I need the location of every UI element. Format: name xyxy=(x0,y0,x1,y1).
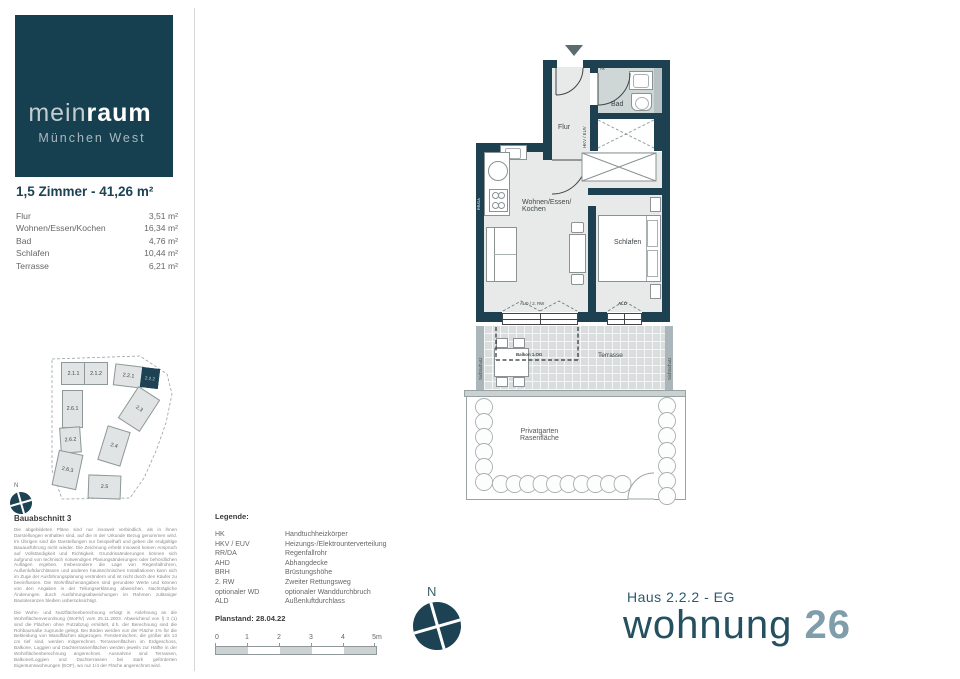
window-bedroom xyxy=(607,313,642,325)
north-compass xyxy=(405,584,475,656)
window-living xyxy=(502,313,578,325)
wall-segment xyxy=(476,143,484,322)
fineprint-paragraph: Die abgebildeten Pläne sind nur insoweit verbindlich, als in ihnen Darstellungen enthalten sind, auf die in der Urkunde Bezug genommen wird. Im Übrigen sind die Darstellungen nur beispielhaft und geben die endgültige Bauausführung nicht wieder. Die Zeichnung erhebt insoweit keinen Anspruch auf Vollständigkeit und Richtigkeit. Grundrissänderungen können sich aufgrund von technisch notwendigen Planungsänderungen oder behördlichen Auflagen ergeben. Insbesondere die Lage von Regenfallrohren, Außenluftdurchlässen und anderen haustechnischen Installationen kann sich im Zuge der Ausführungsplanung verändern und ist nicht durch den Käufer zu beeinflussen. Die Wohnflächenangaben sind gerundete Werte und können von den Angaben in der Teilungserklärung abweichen. Nachträgliche Änderungen durch Ausführungsabweichungen im Rahmen zulässiger Bautoleranzen bleiben unberücksichtigt. xyxy=(14,527,177,603)
site-building: 2.6.2 xyxy=(59,426,82,453)
schlafen-label: Schlafen xyxy=(614,239,642,246)
terrace-chair xyxy=(513,377,525,387)
garden-edge-strip xyxy=(464,390,686,397)
table-row: Terrasse 6,21 m² xyxy=(16,260,178,271)
garden-border xyxy=(654,499,686,500)
hkv-euv-label: HKV / EUV xyxy=(582,126,587,148)
site-north-compass-icon xyxy=(10,492,32,514)
site-building: 2.5 xyxy=(88,474,122,499)
balkon-overhang-label: Balkon 1.OG xyxy=(516,352,543,357)
garden-label: Privatgarten Rasenfläche xyxy=(520,428,559,442)
north-label: N xyxy=(427,584,437,599)
legend-row: HKV / EUV Heizungs-/Elektrounterverteilung xyxy=(215,540,387,548)
table-row: Wohnen/Essen/Kochen 16,34 m² xyxy=(16,223,178,234)
construction-phase-title: Bauabschnitt 3 xyxy=(14,514,72,523)
chair xyxy=(571,274,584,285)
hedge-right xyxy=(659,398,676,505)
bad-label: Bad xyxy=(611,101,624,108)
legend-row: HK Handtuchheizkörper xyxy=(215,531,348,538)
sichtschutz-label: Sichtschutz xyxy=(667,357,672,380)
legend-list xyxy=(215,530,387,607)
garden-border xyxy=(466,499,628,500)
terrace-chair xyxy=(496,338,508,348)
scale-bar-ruler xyxy=(215,646,377,655)
wall-segment xyxy=(590,119,598,151)
sofa xyxy=(486,227,517,282)
house-designation: Haus 2.2.2 - EG xyxy=(627,589,735,605)
legend-row: optionaler WD optionaler Wanddurchbruch xyxy=(215,588,371,596)
dining-table xyxy=(569,234,586,273)
scale-tick-label: 2 xyxy=(277,634,281,641)
kitchen-counter xyxy=(484,152,510,216)
site-north-label: N xyxy=(14,483,19,489)
legend-row: 2. RW Zweiter Rettungsweg xyxy=(215,578,351,586)
washbasin xyxy=(629,71,653,90)
wohnen-label: Wohnen/Essen/ Kochen xyxy=(522,199,572,213)
table-row: Schlafen 10,44 m² xyxy=(16,248,178,259)
scale-tick-label: 0 xyxy=(215,634,219,641)
hedge-bottom xyxy=(493,476,632,493)
hk-label: HK xyxy=(600,67,605,71)
terrace-chair xyxy=(496,377,508,387)
wall-segment xyxy=(590,60,598,73)
garden-border xyxy=(685,397,686,500)
site-building: 2.2.1 xyxy=(113,363,144,388)
legend-row: BRH Brüstungshöhe xyxy=(215,569,333,577)
legend-row: ALD Außenluftdurchlass xyxy=(215,598,345,606)
brand-name: meinraum xyxy=(28,99,152,127)
north-compass-icon xyxy=(407,596,466,655)
terrasse-label: Terrasse xyxy=(598,352,623,359)
site-building: 2.6.1 xyxy=(62,390,83,428)
ald-label: ALD xyxy=(618,301,628,306)
flur-label: Flur xyxy=(558,124,571,131)
plan-status: Planstand: 28.04.22 xyxy=(215,614,286,623)
chair xyxy=(571,222,584,233)
scale-tick-label: 3 xyxy=(309,634,313,641)
table-row: Bad 4,76 m² xyxy=(16,235,178,246)
unit-title: wohnung 26 xyxy=(623,603,851,647)
site-building: 2.4 xyxy=(97,425,130,466)
rr-da-wall-label: RR/DA xyxy=(477,198,481,210)
wall-segment xyxy=(642,312,670,322)
niche-floor xyxy=(598,119,654,149)
brand-logo xyxy=(15,15,173,177)
wall-segment xyxy=(590,113,664,119)
site-building: 2.6.3 xyxy=(52,450,84,490)
terrace-chair xyxy=(513,338,525,348)
site-building: 2.1.1 xyxy=(61,362,86,385)
scale-tick-label: 5m xyxy=(372,634,382,641)
table-row: Flur 3,51 m² xyxy=(16,211,178,221)
room-area-table xyxy=(16,210,178,272)
wall-segment xyxy=(588,188,664,195)
wall-segment xyxy=(476,312,502,322)
legal-fineprint xyxy=(14,527,177,675)
wall-segment xyxy=(588,206,596,312)
scale-tick-label: 4 xyxy=(341,634,345,641)
wall-segment xyxy=(654,119,662,151)
site-building-highlighted: 2.2.2 xyxy=(140,367,160,389)
legend-row: RR/DA Regenfallrohr xyxy=(215,550,328,558)
fineprint-paragraph: Die Wohn- und Nutzflächenberechnung erfolgt in Anlehnung an die Wohnflächenverordnung (WoFlV) vom 25.11.2003. Abweichend von § 3 (1) sind die Flächen ohne Putzabzug ermittelt, d.h. der Berechnung sind die Rohbaumaße zugrunde gelegt. Bei Böden werden von der Fläche 1% für die Bekleidung von Wandflächen abgezogen. Fensternischen, die größer als 13 cm tief sind, werden mitgerechnet. Terrassenflächen im Erdgeschoss, Balkone, Loggien und Dachterrassenflächen werden jeweils zur Hälfte in der Wohnflächenberechnung angerechnet. Ausnahme sind Terrassen, Balkone/Loggien und Dachterrassen bei stark geförderten Eigentumswohnungen (EOF), wo nur 1/4 der Fläche angerechnet wird. xyxy=(14,609,177,668)
entrance-arrow-icon xyxy=(565,45,583,56)
site-building: 2.3 xyxy=(118,386,161,432)
legend-row: AHD Abhangdecke xyxy=(215,559,328,567)
garden-border xyxy=(466,397,467,500)
hedge-left xyxy=(476,399,493,491)
wall-segment xyxy=(578,312,607,322)
site-overview-plan xyxy=(10,348,190,513)
scale-bar xyxy=(215,634,385,656)
toilet xyxy=(631,93,652,111)
legend-title: Legende: xyxy=(215,512,249,521)
page-title: 1,5 Zimmer - 41,26 m² xyxy=(16,184,154,199)
ald-2rw-label: ALD / 2. RW xyxy=(520,301,545,306)
nightstand xyxy=(650,197,661,212)
shower-strip xyxy=(654,67,662,113)
scale-tick-label: 1 xyxy=(245,634,249,641)
sichtschutz-label: Sichtschutz xyxy=(478,357,483,380)
floor-plan xyxy=(458,38,698,518)
site-building: 2.1.2 xyxy=(84,362,108,385)
brand-subtitle: München West xyxy=(38,131,146,145)
sidebar-divider xyxy=(194,8,195,671)
bed xyxy=(598,215,661,282)
nightstand xyxy=(650,284,661,299)
